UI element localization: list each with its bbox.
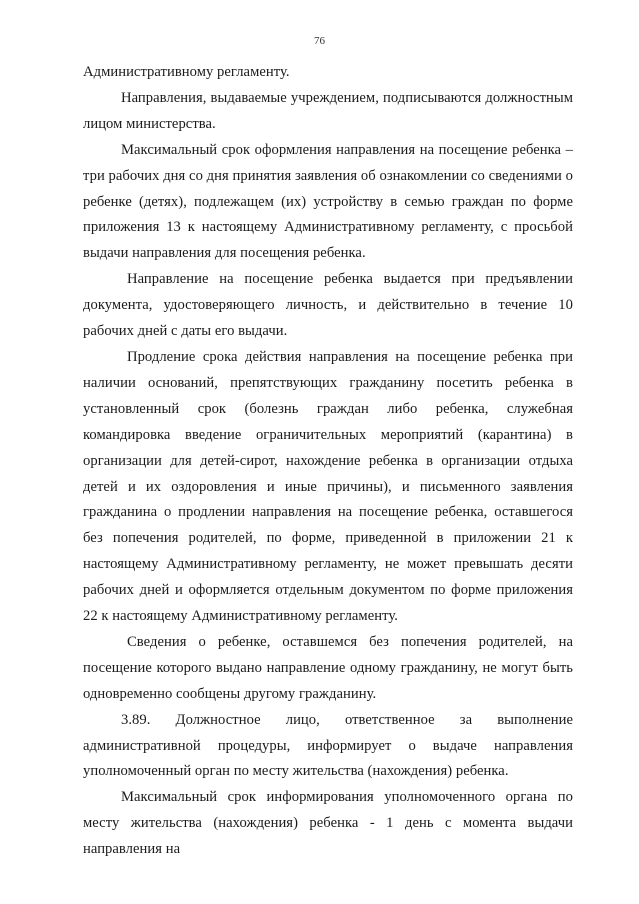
paragraph-referral-validity: Направление на посещение ребенка выдается при предъявлении документа, удостоверяющего личность, и действительно в течение 10 рабочих дней с даты его выдачи. bbox=[83, 271, 573, 340]
paragraph-continuation: Административному регламенту. bbox=[83, 64, 290, 80]
paragraph-max-term-issuance: Максимальный срок оформления направления на посещение ребенка – три рабочих дня со дня принятия заявления об ознакомлении со сведениями о ребенке (детях), подлежащем (их) устройству в семью граждан по форме приложения 13 к настоящему Административному регламенту, с просьбой выдачи направления для посещения ребенка. bbox=[83, 141, 573, 262]
paragraph-extension: Продление срока действия направления на посещение ребенка при наличии оснований, препятствующих гражданину посетить ребенка в установленный срок (болезнь граждан либо ребенка, служебная командировка введение ограничительных мероприятий (карантина) в организации для детей-сирот, нахождение ребенка в организации отдыха детей и их оздоровления и иные причины), и письменного заявления гражданина о продлении направления на посещение ребенка, оставшегося без попечения родителей, по форме, приведенной в приложении 21 к настоящему Административному регламенту, не может превышать десяти рабочих дней и оформляется отдельным документом по форме приложения 22 к настоящему Административному регламенту. bbox=[83, 348, 573, 625]
paragraph-max-term-informing: Максимальный срок информирования уполномоченного органа по месту жительства (нахождения) ребенка - 1 день с момента выдачи направления на bbox=[83, 789, 573, 858]
document-body bbox=[83, 60, 573, 863]
page-number: 76 bbox=[314, 35, 325, 47]
paragraph-signing: Направления, выдаваемые учреждением, подписываются должностным лицом министерства. bbox=[83, 89, 573, 132]
paragraph-information-restriction: Сведения о ребенке, оставшемся без попечения родителей, на посещение которого выдано направление одному гражданину, не могут быть одновременно сообщены другому гражданину. bbox=[83, 633, 573, 702]
paragraph-3-89: 3.89. Должностное лицо, ответственное за выполнение административной процедуры, информирует о выдаче направления уполномоченный орган по месту жительства (нахождения) ребенка. bbox=[83, 711, 573, 780]
